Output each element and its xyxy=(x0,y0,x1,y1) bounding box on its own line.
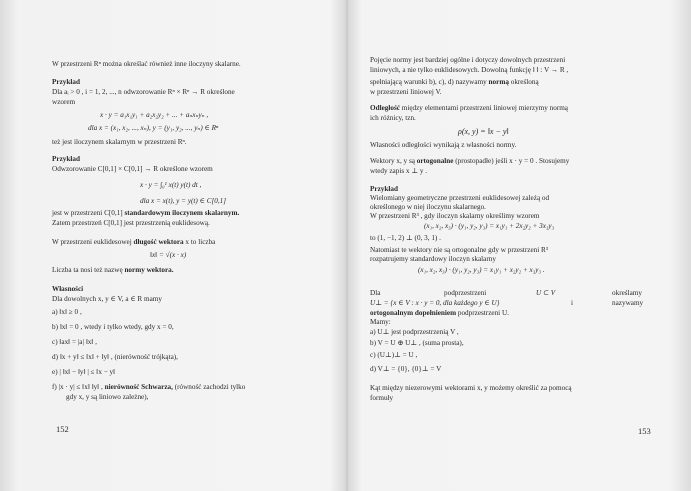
property-item: b) V = U ⊕ U⊥ , (suma prosta), xyxy=(370,339,464,347)
complement-text: Mamy: xyxy=(370,318,391,326)
property-item: b) ‖x‖ = 0 , wtedy i tylko wtedy, gdy x = 0, xyxy=(52,323,174,331)
paragraph-text: liniowych, a nie tylko euklidesowych. Dowolną funkcję ‖ ‖ : V → R , xyxy=(370,66,569,74)
paragraph-text: w przestrzeni liniowej V. xyxy=(370,88,442,96)
example-text: Dla aᵢ > 0 , i = 1, 2, ..., n odwzorowanie Rⁿ × Rⁿ → R określone xyxy=(52,88,235,96)
example-text: określonego w niej iloczynu skalarnego. xyxy=(370,203,486,211)
example-text: Wielomiany geometryczne przestrzeni euklidesowej zależą od xyxy=(370,194,550,202)
page-number: 152 xyxy=(56,424,69,434)
example-text: Zatem przestrzeń C[0,1] jest przestrzenią euklidesową. xyxy=(52,219,210,227)
paragraph-text: Wektory x, y są ortogonalne (prostopadłe) jeśli x · y = 0 . Stosujemy xyxy=(370,157,570,165)
example-heading: Przykład xyxy=(370,185,398,193)
formula: dla x = (x₁, x₂, ..., xₙ), y = (y₁, y₂, ..., yₙ) ∈ Rⁿ xyxy=(88,124,219,132)
paragraph-text: Własności odległości wynikają z własności normy. xyxy=(370,141,517,149)
property-item: c) (U⊥)⊥ = U , xyxy=(370,351,418,359)
example-text: wzorem xyxy=(52,98,76,106)
norm-formula: ‖x‖ = √(x · x) xyxy=(150,251,187,259)
complement-text: określamy xyxy=(612,289,642,297)
example-text: Odwzorowanie C[0,1] × C[0,1] → R określone wzorem xyxy=(52,165,213,173)
paragraph-text: Odległość między elementami przestrzeni liniowej mierzymy normą xyxy=(370,104,568,112)
distance-formula: ρ(x, y) = ‖x − y‖ xyxy=(458,127,509,136)
norm-definition: W przestrzeni euklidesowej długość wektora x to liczba xyxy=(52,238,216,246)
formula: x · y = a₁x₁y₁ + a₂x₂y₂ + ... + aₙxₙyₙ , xyxy=(100,111,209,119)
property-item: d) V⊥ = {0}, {0}⊥ = V xyxy=(370,365,442,373)
property-item: e) | ‖x‖ − ‖y‖ | ≤ ‖x − y‖ xyxy=(52,368,116,376)
paragraph-text: Kąt między niezerowymi wektorami x, y możemy określić za pomocą xyxy=(370,384,572,392)
property-item: a) ‖x‖ ≥ 0 , xyxy=(52,308,82,316)
property-item: gdy x, y są liniowo zależne), xyxy=(66,393,149,401)
complement-text: ortogonalnym dopełnieniem podprzestrzeni U. xyxy=(370,309,509,317)
property-item: f) |x · y| ≤ ‖x‖ ‖y‖ , nierówność Schwarza, (równość zachodzi tylko xyxy=(52,383,246,391)
example-heading: Przykład xyxy=(52,155,80,163)
complement-text: Dla xyxy=(370,289,381,297)
properties-text: Dla dowolnych x, y ∈ V, a ∈ R mamy xyxy=(52,295,162,303)
formula: dla x = x(t), y = y(t) ∈ C[0,1] xyxy=(140,197,227,205)
integral-formula: x · y = ∫₀¹ x(t) y(t) dt , xyxy=(140,181,202,189)
paragraph-text: formuły xyxy=(370,394,394,402)
intro-text: W przestrzeni Rⁿ można określać również inne iloczyny skalarne. xyxy=(52,60,241,68)
paragraph-text: wtedy zapis x ⊥ y . xyxy=(370,167,428,175)
property-item: c) ‖ax‖ = |a| ‖x‖ , xyxy=(52,338,97,346)
example-text: jest w przestrzeni C[0,1] standardowym iloczynem skalarnym. xyxy=(52,209,240,217)
complement-text: U ⊂ V xyxy=(536,289,556,297)
page-number: 153 xyxy=(638,426,651,436)
example-text: Natomiast te wektory nie są ortogonalne gdy w przestrzeni R³ xyxy=(370,246,548,254)
formula: (x₁, x₂, x₃) · (y₁, y₂, y₃) = x₁y₁ + 2x₂y₂ + 3x₃y₃ xyxy=(424,222,555,230)
complement-text: nazywamy xyxy=(612,299,644,307)
complement-formula: U⊥ = {x ∈ V : x · y = 0, dla każdego y ∈ U} xyxy=(370,299,500,307)
property-item: d) ‖x + y‖ ≤ ‖x‖ + ‖y‖ , (nierówność trójkąta), xyxy=(52,353,178,361)
example-text: to (1, −1, 2) ⊥ (0, 3, 1) . xyxy=(370,234,441,242)
property-item: a) U⊥ jest podprzestrzenią V , xyxy=(370,328,459,336)
complement-text: i xyxy=(571,299,573,307)
complement-text: podprzestrzeni xyxy=(444,289,487,297)
norm-definition: Liczba ta nosi też nazwę normy wektora. xyxy=(52,266,174,274)
example-text: rozpatrujemy standardowy iloczyn skalarny xyxy=(370,255,496,263)
example-text: W przestrzeni R³ , gdy iloczyn skalarny określimy wzorem xyxy=(370,212,540,220)
paragraph-text: ich różnicy, tzn. xyxy=(370,114,416,122)
page-right xyxy=(346,0,691,491)
example-text: też jest iloczynem skalarnym w przestrzeni Rⁿ. xyxy=(52,138,187,146)
formula: (x₁, x₂, x₃) · (y₁, y₂, y₃) = x₁y₁ + x₂y₂ + x₃y₃ . xyxy=(418,266,545,274)
paragraph-text: Pojęcie normy jest bardziej ogólne i dotyczy dowolnych przestrzeni xyxy=(370,56,566,64)
example-heading: Przykład xyxy=(52,78,80,86)
paragraph-text: spełniającą warunki b), c), d) nazywamy normą określoną xyxy=(370,78,539,86)
properties-heading: Własności xyxy=(52,285,84,293)
